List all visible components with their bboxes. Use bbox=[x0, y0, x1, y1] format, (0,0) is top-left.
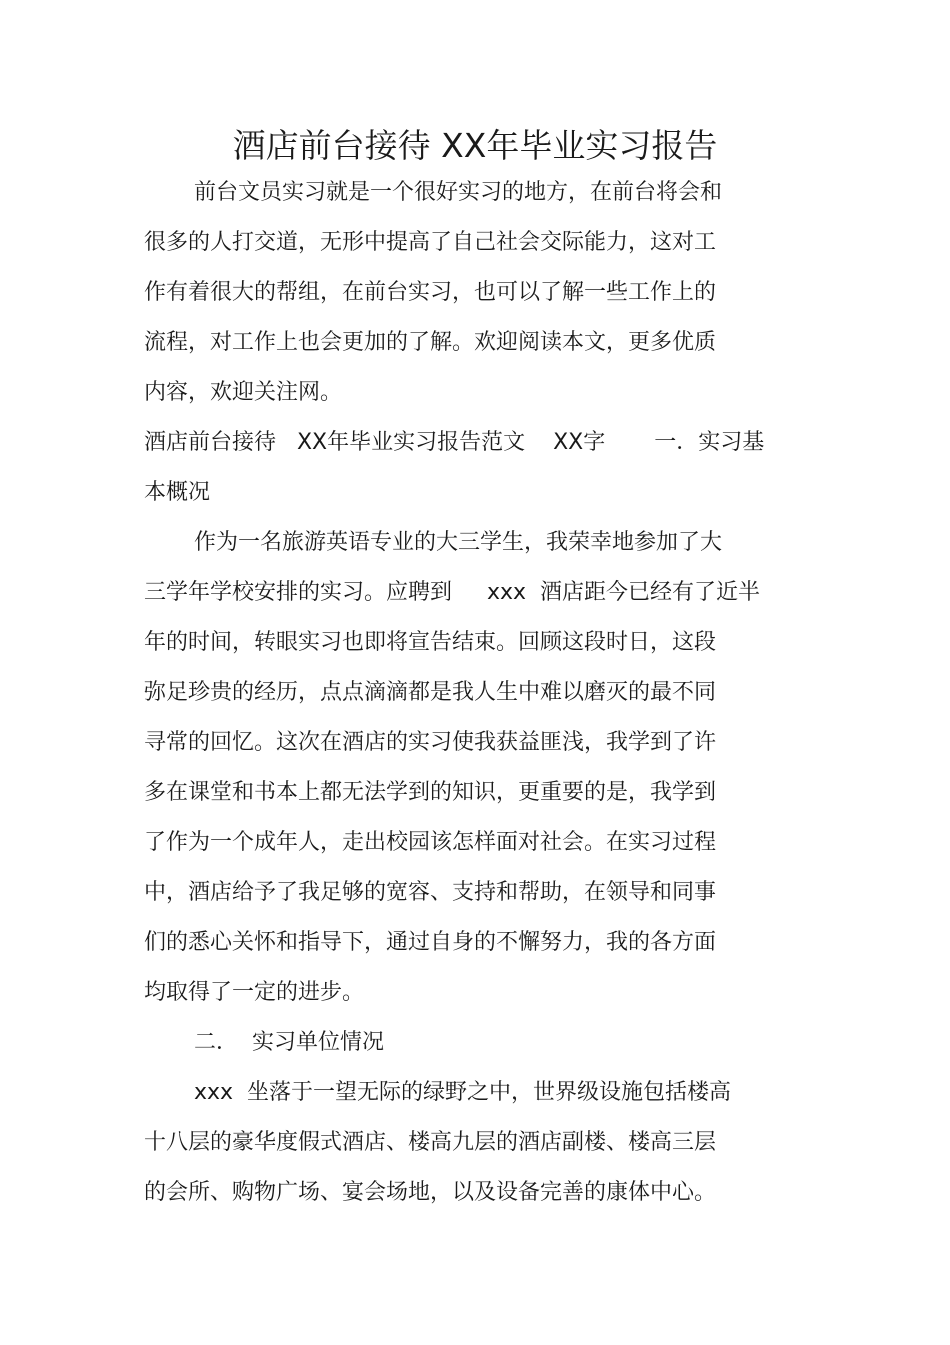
paragraph-line: 作有着很大的帮组，在前台实习，也可以了解一些工作上的 bbox=[144, 280, 717, 305]
paragraph-line: 三学年学校安排的实习。应聘到 xxx 酒店距今已经有了近半 bbox=[144, 580, 761, 605]
paragraph-line: 了作为一个成年人，走出校园该怎样面对社会。在实习过程 bbox=[144, 830, 717, 855]
document-body bbox=[144, 168, 824, 1218]
section-heading-line: 二． 实习单位情况 bbox=[194, 1030, 384, 1055]
paragraph-line: 中，酒店给予了我足够的宽容、支持和帮助，在领导和同事 bbox=[144, 880, 717, 905]
paragraph-line: 弥足珍贵的经历，点点滴滴都是我人生中难以磨灭的最不同 bbox=[144, 680, 717, 705]
paragraph-line: 的会所、购物广场、宴会场地，以及设备完善的康体中心。 bbox=[144, 1180, 717, 1205]
paragraph-line: 们的悉心关怀和指导下，通过自身的不懈努力，我的各方面 bbox=[144, 930, 717, 955]
paragraph-line: 十八层的豪华度假式酒店、楼高九层的酒店副楼、楼高三层 bbox=[144, 1130, 717, 1155]
section-heading-line: 酒店前台接待 XX年毕业实习报告范文 XX字 一．实习基 bbox=[144, 430, 765, 455]
paragraph-line: 流程，对工作上也会更加的了解。欢迎阅读本文，更多优质 bbox=[144, 330, 717, 355]
paragraph-line: xxx 坐落于一望无际的绿野之中，世界级设施包括楼高 bbox=[194, 1080, 732, 1105]
paragraph-line: 作为一名旅游英语专业的大三学生，我荣幸地参加了大 bbox=[194, 530, 723, 555]
section-heading-line: 本概况 bbox=[144, 480, 211, 505]
paragraph-line: 内容，欢迎关注网。 bbox=[144, 380, 343, 405]
paragraph-line: 多在课堂和书本上都无法学到的知识，更重要的是，我学到 bbox=[144, 780, 717, 805]
paragraph-line: 均取得了一定的进步。 bbox=[144, 980, 365, 1005]
document-title: 酒店前台接待 XX年毕业实习报告 bbox=[232, 126, 718, 165]
paragraph-line: 前台文员实习就是一个很好实习的地方，在前台将会和 bbox=[194, 180, 723, 205]
paragraph-line: 很多的人打交道，无形中提高了自己社会交际能力，这对工 bbox=[144, 230, 717, 255]
paragraph-line: 年的时间，转眼实习也即将宣告结束。回顾这段时日，这段 bbox=[144, 630, 717, 655]
paragraph-line: 寻常的回忆。这次在酒店的实习使我获益匪浅，我学到了许 bbox=[144, 730, 717, 755]
